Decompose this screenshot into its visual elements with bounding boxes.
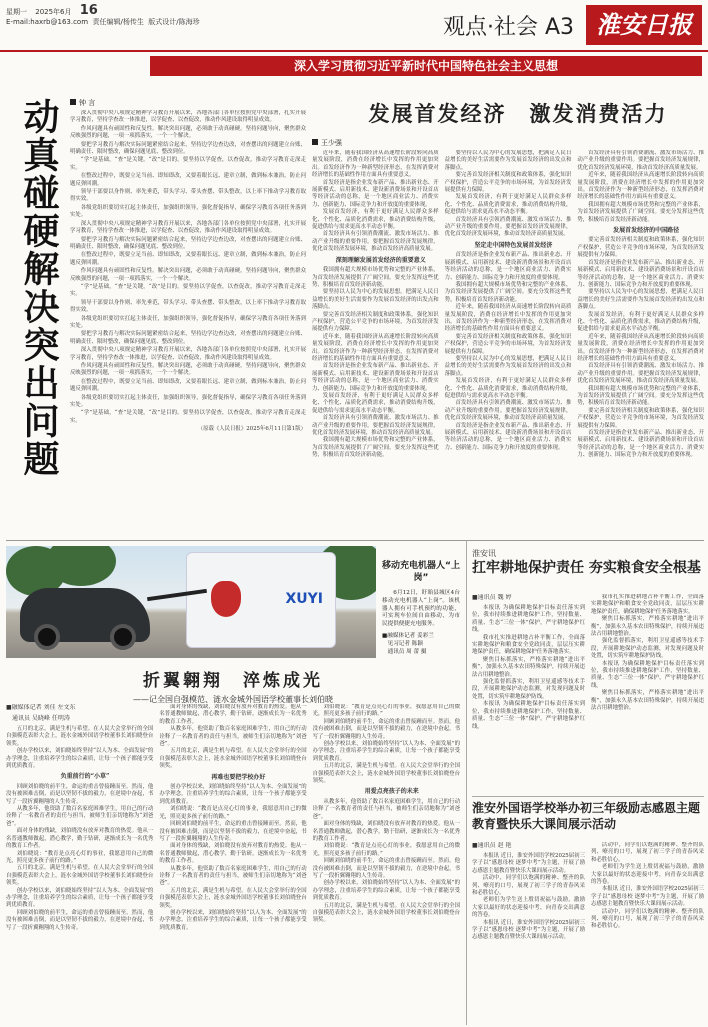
photo-story (6, 546, 460, 658)
section-name: 观点·社会 A3 (442, 14, 574, 40)
huaian-title: 扛牢耕地保护责任 夯实粮食安全根基 (472, 560, 701, 576)
photo-caption (382, 560, 460, 656)
left-article (6, 98, 306, 538)
right-col-2: 要坚持以人民为中心的发展思想，把满足人民日益增长的美好生活需要作为发展首发经济的出发点和落脚点。 要完善首发经济相关制度和政策体系，强化知识产权保护，营造公平竞争的市场环境，为首发经济发展提供有力保障。 发展首发经济，有利于更好满足人民群众多样化、个性化、品质化消费需求，推动消费结构升级，促进供给与需求更高水平动态平衡。 首发经济具有引领消费潮流、激发市场活力、推动产业升级的重要作用。要把握首发经济发展规律，优化首发经济发展环境，推动首发经济高质量发展。 坚定走中国特色发展首发经济 首发经济是指企业发布新产品、推出新业态、开展新模式、启用新技术、建设新消费场景和开设首店等经济活动的总称，是一个地区商业活力、消费实力、创新能力、国际竞争力和开放度的重要体现。 我国拥有超大规模市场优势和完整的产业体系，为首发经济发展提供了广阔空间。要充分发挥这些优势，积极培育首发经济新动能。 近年来，随着我国经济从高速增长阶段转向高质量发展阶段，消费在经济增长中发挥的作用更加突出。首发经济作为一种新型经济形态，在发挥消费对经济增长的基础性作用方面具有重要意义。 要完善首发经济相关制度和政策体系，强化知识产权保护，营造公平竞争的市场环境，为首发经济发展提供有力保障。 要坚持以人民为中心的发展思想，把满足人民日益增长的美好生活需要作为发展首发经济的出发点和落脚点。 发展首发经济，有利于更好满足人民群众多样化、个性化、品质化消费需求，推动消费结构升级，促进供给与需求更高水平动态平衡。 首发经济具有引领消费潮流、激发市场活力、推动产业升级的重要作用。要把握首发经济发展规律，优化首发经济发展环境，推动首发经济高质量发展。 首发经济是指企业发布新产品、推出新业态、开展新模式、启用新技术、建设新消费场景和开设首店等经济活动的总称，是一个地区商业活力、消费实力、创新能力、国际竞争力和开放度的重要体现。 (444, 150, 572, 451)
subhead: 坚定走中国特色发展首发经济 (474, 241, 553, 249)
lobster-logo-icon (211, 581, 241, 617)
feature-body (6, 704, 460, 1022)
email: E-mail:haxrb@163.com (6, 18, 89, 26)
left-article-title: 动真碰硬解决突出问题 (18, 98, 59, 478)
masthead (0, 0, 708, 52)
right-article (312, 98, 704, 538)
column-divider (466, 540, 467, 1025)
theme-banner: 深入学习贯彻习近平新时代中国特色社会主义思想 (150, 56, 702, 76)
editor: 责任编辑/杨传生 (92, 18, 144, 26)
school-title: 淮安外国语学校举办初三年级励志感恩主题教育暨快乐大课间展示活动 (472, 801, 701, 831)
feature-subtitle: ——记全国自强模范、涟水金城外国语学校董事长刘伯晓 (133, 695, 333, 704)
page-number: 16 (79, 3, 98, 18)
byline-square-icon (70, 99, 76, 105)
right-article-title: 发展首发经济 激发消费活力 (368, 102, 668, 126)
right-col-3: 首发经济具有引领消费潮流、激发市场活力、推动产业升级的重要作用。要把握首发经济发展规律，优化首发经济发展环境，推动首发经济高质量发展。 近年来，随着我国经济从高速增长阶段转向高质量发展阶段，消费在经济增长中发挥的作用更加突出。首发经济作为一种新型经济形态，在发挥消费对经济增长的基础性作用方面具有重要意义。 我国拥有超大规模市场优势和完整的产业体系，为首发经济发展提供了广阔空间。要充分发挥这些优势，积极培育首发经济新动能。 发展首发经济的中国路径 要完善首发经济相关制度和政策体系，强化知识产权保护，营造公平竞争的市场环境，为首发经济发展提供有力保障。 首发经济是指企业发布新产品、推出新业态、开展新模式、启用新技术、建设新消费场景和开设首店等经济活动的总称，是一个地区商业活力、消费实力、创新能力、国际竞争力和开放度的重要体现。 要坚持以人民为中心的发展思想，把满足人民日益增长的美好生活需要作为发展首发经济的出发点和落脚点。 发展首发经济，有利于更好满足人民群众多样化、个性化、品质化消费需求，推动消费结构升级，促进供给与需求更高水平动态平衡。 近年来，随着我国经济从高速增长阶段转向高质量发展阶段，消费在经济增长中发挥的作用更加突出。首发经济作为一种新型经济形态，在发挥消费对经济增长的基础性作用方面具有重要意义。 首发经济具有引领消费潮流、激发市场活力、推动产业升级的重要作用。要把握首发经济发展规律，优化首发经济发展环境，推动首发经济高质量发展。 我国拥有超大规模市场优势和完整的产业体系，为首发经济发展提供了广阔空间。要充分发挥这些优势，积极培育首发经济新动能。 要完善首发经济相关制度和政策体系，强化知识产权保护，营造公平竞争的市场环境，为首发经济发展提供有力保障。 首发经济是指企业发布新产品、推出新业态、开展新模式、启用新技术、建设新消费场景和开设首店等经济活动的总称，是一个地区商业活力、消费实力、创新能力、国际竞争力和开放度的重要体现。 (577, 150, 705, 459)
designer: 版式设计/陈海珍 (148, 18, 200, 26)
newspaper-logo: 淮安日报 (586, 5, 702, 45)
edition-day: 星期一 (6, 8, 27, 16)
huaian-article-body: ■通讯员 魏 婷 本报讯 为确保耕地保护目标责任落实到位，我市持续推进耕地保护工作，坚持数量、质量、生态“三位一体”保护，严守耕地保护红线。 我市扎实推进耕地占补平衡工作，全面落实耕地保护和粮食安全党政同责，层层压实耕地保护责任，确保耕地保护任务落地落实。 聚焦目标抓落实，严格落实耕地“进出平衡”，加强永久基本农田特殊保护，持续开展违法占用耕地整治。 强化监督抓落实，利用卫星遥感等技术手段，开展耕地保护动态监测，对发现问题及时处置，切实筑牢耕地保护防线。 本报讯 为确保耕地保护目标责任落实到位，我市持续推进耕地保护工作，坚持数量、质量、生态“三位一体”保护，严守耕地保护红线。 我市扎实推进耕地占补平衡工作，全面落实耕地保护和粮食安全党政同责，层层压实耕地保护责任，确保耕地保护任务落地落实。 聚焦目标抓落实，严格落实耕地“进出平衡”，加强永久基本农田特殊保护，持续开展违法占用耕地整治。 强化监督抓落实，利用卫星遥感等技术手段，开展耕地保护动态监测，对发现问题及时处置，切实筑牢耕地保护防线。 本报讯 为确保耕地保护目标责任落实到位，我市持续推进耕地保护工作，坚持数量、质量、生态“三位一体”保护，严守耕地保护红线。 聚焦目标抓落实，严格落实耕地“进出平衡”，加强永久基本农田特殊保护，持续开展违法占用耕地整治。 (472, 594, 704, 730)
robot-shape (186, 552, 336, 648)
robot-brand: XUYI (285, 591, 323, 607)
feature-col-2: 面对身体的残缺，刘伯晓没有放弃对教育的热爱。他从一名普通教师做起，潜心教学，勤于钻研，逐渐成长为一名优秀的教育工作者。 从教多年，他资助了数百名家庭困难学生，用自己的行动诠释了一名教育者的责任与担当，被师生们亲切地称为“刘爸爸”。 五月的北京，满是生机与希望。在人民大会堂举行的全国自强模范表彰大会上，涟水金城外国语学校董事长刘伯晓登台领奖。 再难也要把学校办好 创办学校以来，刘伯晓始终坚持“以人为本、全面发展”的办学理念，注重培养学生的综合素质，让每一个孩子都能享受到优质教育。 刘伯晓说：“教育是点亮心灯的事业，我愿意用自己的微光，照亮更多孩子前行的路。” 回顾刘伯晓的前半生，命运的重击曾接踵而至。然而，他没有被困难击倒，而是以坚韧不拔的毅力，在逆境中奋起，书写了一段折翼翱翔的人生传奇。 面对身体的残缺，刘伯晓没有放弃对教育的热爱。他从一名普通教师做起，潜心教学，勤于钻研，逐渐成长为一名优秀的教育工作者。 从教多年，他资助了数百名家庭困难学生，用自己的行动诠释了一名教育者的责任与担当，被师生们亲切地称为“刘爸爸”。 五月的北京，满是生机与希望。在人民大会堂举行的全国自强模范表彰大会上，涟水金城外国语学校董事长刘伯晓登台领奖。 创办学校以来，刘伯晓始终坚持“以人为本、全面发展”的办学理念，注重培养学生的综合素质，让每一个孩子都能享受到优质教育。 (159, 704, 307, 931)
subhead: 深刻理解发展首发经济的重要意义 (335, 256, 426, 264)
feature-col-1: ■融媒体记者 刘佳 左文东 通讯员 吴晓峰 任明涛 五月的北京，满是生机与希望。在人民大会堂举行的全国自强模范表彰大会上，涟水金城外国语学校董事长刘伯晓登台领奖。 创办学校以来，刘伯晓始终坚持“以人为本、全面发展”的办学理念，注重培养学生的综合素质，让每一个孩子都能享受到优质教育。 负重前行的“小草” 回顾刘伯晓的前半生，命运的重击曾接踵而至。然而，他没有被困难击倒，而是以坚韧不拔的毅力，在逆境中奋起，书写了一段折翼翱翔的人生传奇。 从教多年，他资助了数百名家庭困难学生，用自己的行动诠释了一名教育者的责任与担当，被师生们亲切地称为“刘爸爸”。 面对身体的残缺，刘伯晓没有放弃对教育的热爱。他从一名普通教师做起，潜心教学，勤于钻研，逐渐成长为一名优秀的教育工作者。 刘伯晓说：“教育是点亮心灯的事业，我愿意用自己的微光，照亮更多孩子前行的路。” 五月的北京，满是生机与希望。在人民大会堂举行的全国自强模范表彰大会上，涟水金城外国语学校董事长刘伯晓登台领奖。 创办学校以来，刘伯晓始终坚持“以人为本、全面发展”的办学理念，注重培养学生的综合素质，让每一个孩子都能享受到优质教育。 回顾刘伯晓的前半生，命运的重击曾接踵而至。然而，他没有被困难击倒，而是以坚韧不拔的毅力，在逆境中奋起，书写了一段折翼翱翔的人生传奇。 (6, 704, 154, 931)
byline-square-icon (312, 139, 318, 145)
school-article-body: ■通讯员 赵 艳 本报讯 近日，淮安外国语学校2025届初三学子以“感恩母校 逐梦中考”为主题，开展了励志感恩主题教育暨快乐大课间展示活动。 活动中，同学们以饱满的精神、整齐的队列、嘹亮的口号，展现了初三学子的青春风采和必胜信心。 老师们为学生送上殷切祝福与鼓励，激励大家以最好的状态迎接中考，向青春交出满意的答卷。 本报讯 近日，淮安外国语学校2025届初三学子以“感恩母校 逐梦中考”为主题，开展了励志感恩主题教育暨快乐大课间展示活动。 活动中，同学们以饱满的精神、整齐的队列、嘹亮的口号，展现了初三学子的青春风采和必胜信心。 老师们为学生送上殷切祝福与鼓励，激励大家以最好的状态迎接中考，向青春交出满意的答卷。 本报讯 近日，淮安外国语学校2025届初三学子以“感恩母校 逐梦中考”为主题，开展了励志感恩主题教育暨快乐大课间展示活动。 活动中，同学们以饱满的精神、整齐的队列、嘹亮的口号，展现了初三学子的青春风采和必胜信心。 (472, 842, 704, 941)
subhead: 发展首发经济的中国路径 (613, 227, 680, 235)
huaian-article-header (472, 548, 704, 577)
left-article-byline: 钟 言 (70, 98, 95, 108)
car-shape (20, 588, 150, 642)
section-divider (6, 540, 704, 541)
feature-col-3: 刘伯晓说：“教育是点亮心灯的事业，我愿意用自己的微光，照亮更多孩子前行的路。” 回顾刘伯晓的前半生，命运的重击曾接踵而至。然而，他没有被困难击倒，而是以坚韧不拔的毅力，在逆境中奋起，书写了一段折翼翱翔的人生传奇。 创办学校以来，刘伯晓始终坚持“以人为本、全面发展”的办学理念，注重培养学生的综合素质，让每一个孩子都能享受到优质教育。 五月的北京，满是生机与希望。在人民大会堂举行的全国自强模范表彰大会上，涟水金城外国语学校董事长刘伯晓登台领奖。 用爱点亮孩子的未来 从教多年，他资助了数百名家庭困难学生，用自己的行动诠释了一名教育者的责任与担当，被师生们亲切地称为“刘爸爸”。 面对身体的残缺，刘伯晓没有放弃对教育的热爱。他从一名普通教师做起，潜心教学，勤于钻研，逐渐成长为一名优秀的教育工作者。 刘伯晓说：“教育是点亮心灯的事业，我愿意用自己的微光，照亮更多孩子前行的路。” 回顾刘伯晓的前半生，命运的重击曾接踵而至。然而，他没有被困难击倒，而是以坚韧不拔的毅力，在逆境中奋起，书写了一段折翼翱翔的人生传奇。 创办学校以来，刘伯晓始终坚持“以人为本、全面发展”的办学理念，注重培养学生的综合素质，让每一个孩子都能享受到优质教育。 五月的北京，满是生机与希望。在人民大会堂举行的全国自强模范表彰大会上，涟水金城外国语学校董事长刘伯晓登台领奖。 (312, 704, 460, 924)
feature-title: 折翼翱翔 淬炼成光 (143, 671, 323, 691)
photo-title: 移动充电机器人“上岗” (382, 561, 460, 583)
right-col-1: 近年来，随着我国经济从高速增长阶段转向高质量发展阶段，消费在经济增长中发挥的作用更加突出。首发经济作为一种新型经济形态，在发挥消费对经济增长的基础性作用方面具有重要意义。 首发经济是指企业发布新产品、推出新业态、开展新模式、启用新技术、建设新消费场景和开设首店等经济活动的总称，是一个地区商业活力、消费实力、创新能力、国际竞争力和开放度的重要体现。 发展首发经济，有利于更好满足人民群众多样化、个性化、品质化消费需求，推动消费结构升级，促进供给与需求更高水平动态平衡。 首发经济具有引领消费潮流、激发市场活力、推动产业升级的重要作用。要把握首发经济发展规律，优化首发经济发展环境，推动首发经济高质量发展。 深刻理解发展首发经济的重要意义 我国拥有超大规模市场优势和完整的产业体系，为首发经济发展提供了广阔空间。要充分发挥这些优势，积极培育首发经济新动能。 要坚持以人民为中心的发展思想，把满足人民日益增长的美好生活需要作为发展首发经济的出发点和落脚点。 要完善首发经济相关制度和政策体系，强化知识产权保护，营造公平竞争的市场环境，为首发经济发展提供有力保障。 近年来，随着我国经济从高速增长阶段转向高质量发展阶段，消费在经济增长中发挥的作用更加突出。首发经济作为一种新型经济形态，在发挥消费对经济增长的基础性作用方面具有重要意义。 首发经济是指企业发布新产品、推出新业态、开展新模式、启用新技术、建设新消费场景和开设首店等经济活动的总称，是一个地区商业活力、消费实力、创新能力、国际竞争力和开放度的重要体现。 发展首发经济，有利于更好满足人民群众多样化、个性化、品质化消费需求，推动消费结构升级，促进供给与需求更高水平动态平衡。 首发经济具有引领消费潮流、激发市场活力、推动产业升级的重要作用。要把握首发经济发展规律，优化首发经济发展环境，推动首发经济高质量发展。 我国拥有超大规模市场优势和完整的产业体系，为首发经济发展提供了广阔空间。要充分发挥这些优势，积极培育首发经济新动能。 (312, 150, 439, 459)
photo-text: 6月12日，盱眙县城区4台移动充电机器人“上岗”。该机器人拥有可手机预约的功能，可实现车位间自由移动，为市民提供便捷充电服务。 (382, 590, 460, 628)
masthead-info (6, 3, 200, 27)
right-article-byline: 王少强 (312, 138, 342, 148)
left-article-body: 深入贯彻中央八项规定精神学习教育开展以来，各地各部门各单位按照党中央部署，扎实开展学习教育，坚持学查改一体推进，以学促查、以查促改，推动作风建设取得明显成效。 作风问题具有顽固性和反复性。解决突出问题，必须敢于动真碰硬，坚持问题导向，聚焦群众反映强烈的问题，一项一项抓落实，一个一个解决。 要把学习教育与解决实际问题紧密结合起来，坚持边学边查边改，对查摆出的问题建立台账、明确责任、限时整改，确保问题见底、整改到位。 “学”是基础，“查”是关键，“改”是目的。要坚持以学促查，以查促改，推动学习教育走深走实。 在整改过程中，既要立足当前、即知即改，又要着眼长远、建章立制，做到标本兼治，防止问题反弹回潮。 领导干部要以身作则、率先垂范，带头学习、带头查摆、带头整改，以上率下推动学习教育取得实效。 各级党组织要切实扛起主体责任，加强组织领导，强化督促指导，确保学习教育各项任务落到实处。 深入贯彻中央八项规定精神学习教育开展以来，各地各部门各单位按照党中央部署，扎实开展学习教育，坚持学查改一体推进，以学促查、以查促改，推动作风建设取得明显成效。 要把学习教育与解决实际问题紧密结合起来，坚持边学边查边改，对查摆出的问题建立台账、明确责任、限时整改，确保问题见底、整改到位。 在整改过程中，既要立足当前、即知即改，又要着眼长远、建章立制，做到标本兼治，防止问题反弹回潮。 作风问题具有顽固性和反复性。解决突出问题，必须敢于动真碰硬，坚持问题导向，聚焦群众反映强烈的问题，一项一项抓落实，一个一个解决。 “学”是基础，“查”是关键，“改”是目的。要坚持以学促查，以查促改，推动学习教育走深走实。 领导干部要以身作则、率先垂范，带头学习、带头查摆、带头整改，以上率下推动学习教育取得实效。 各级党组织要切实扛起主体责任，加强组织领导，强化督促指导，确保学习教育各项任务落到实处。 要把学习教育与解决实际问题紧密结合起来，坚持边学边查边改，对查摆出的问题建立台账、明确责任、限时整改，确保问题见底、整改到位。 深入贯彻中央八项规定精神学习教育开展以来，各地各部门各单位按照党中央部署，扎实开展学习教育，坚持学查改一体推进，以学促查、以查促改，推动作风建设取得明显成效。 作风问题具有顽固性和反复性。解决突出问题，必须敢于动真碰硬，坚持问题导向，聚焦群众反映强烈的问题，一项一项抓落实，一个一个解决。 在整改过程中，既要立足当前、即知即改，又要着眼长远、建章立制，做到标本兼治，防止问题反弹回潮。 各级党组织要切实扛起主体责任，加强组织领导，强化督促指导，确保学习教育各项任务落到实处。 “学”是基础，“查”是关键，“改”是目的。要坚持以学促查，以查促改，推动学习教育走深走实。 （原载《人民日报》2025年6月11日第1版） (70, 110, 306, 433)
huaian-kicker: 淮安讯 (472, 549, 496, 558)
feature-header (6, 666, 460, 705)
photo-credits: ■融媒体记者 姜彩兰 见习记者 陈颖 通讯员 周 蕾 摄 (382, 632, 434, 655)
school-article-header (472, 800, 704, 832)
edition-date: 2025年6月 (35, 8, 72, 16)
charging-robot-photo (6, 546, 376, 658)
left-article-source: （原载《人民日报》2025年6月11日第1版） (197, 426, 306, 433)
article-divider (472, 796, 704, 797)
